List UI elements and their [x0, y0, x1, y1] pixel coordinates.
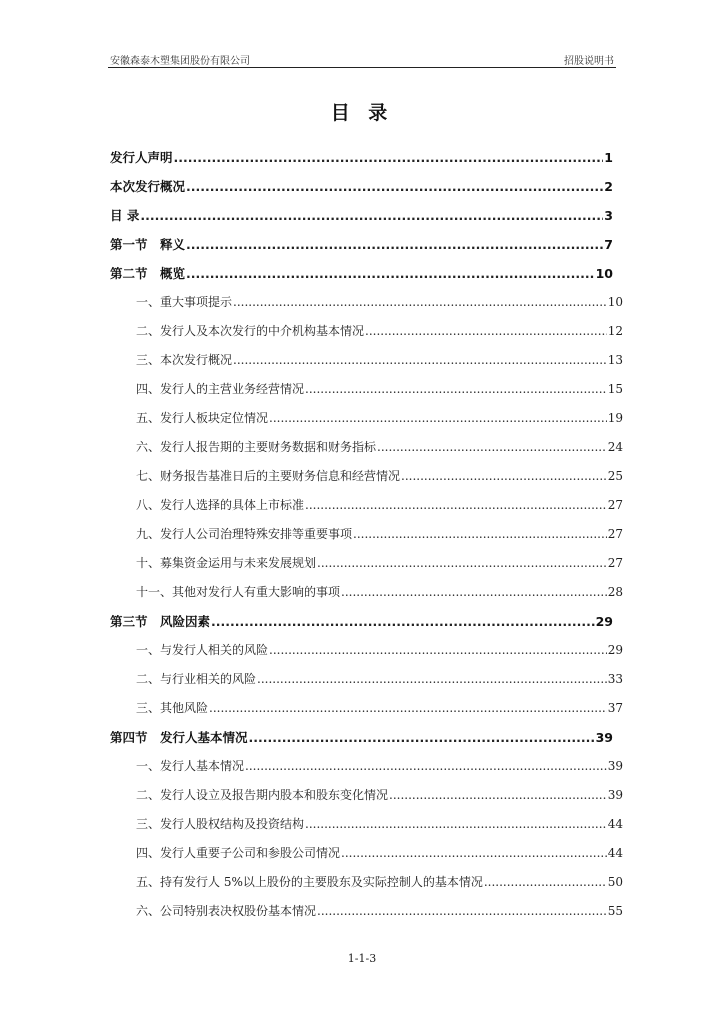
- toc-dot-leader: [353, 527, 607, 541]
- toc-entry-page-number: 13: [607, 353, 623, 367]
- toc-dot-leader: [186, 266, 595, 281]
- toc-entry-label: 二、发行人及本次发行的中介机构基本情况: [136, 324, 365, 338]
- toc-subsection-entry[interactable]: [110, 380, 623, 409]
- toc-entry-page-number: 10: [607, 295, 623, 309]
- toc-entry-label: 一、与发行人相关的风险: [136, 643, 269, 657]
- toc-subsection-entry[interactable]: [110, 815, 623, 844]
- toc-dot-leader: [233, 353, 607, 367]
- table-of-contents: [110, 148, 623, 931]
- toc-section-entry[interactable]: [110, 206, 613, 235]
- toc-entry-label: 九、发行人公司治理特殊安排等重要事项: [136, 527, 353, 541]
- toc-entry-label: 十、募集资金运用与未来发展规划: [136, 556, 317, 570]
- toc-dot-leader: [377, 440, 607, 454]
- toc-entry-label: 本次发行概况: [110, 179, 186, 194]
- toc-section-entry[interactable]: [110, 612, 613, 641]
- toc-subsection-entry[interactable]: [110, 322, 623, 351]
- toc-entry-label: 发行人声明: [110, 150, 173, 165]
- toc-subsection-entry[interactable]: [110, 554, 623, 583]
- toc-entry-page-number: 15: [607, 382, 623, 396]
- toc-entry-page-number: 19: [607, 411, 623, 425]
- toc-entry-label: 三、其他风险: [136, 701, 209, 715]
- toc-subsection-entry[interactable]: [110, 670, 623, 699]
- toc-section-entry[interactable]: [110, 728, 613, 757]
- toc-dot-leader: [305, 817, 607, 831]
- toc-entry-page-number: 25: [607, 469, 623, 483]
- toc-dot-leader: [245, 759, 607, 773]
- toc-entry-label: 八、发行人选择的具体上市标准: [136, 498, 305, 512]
- toc-entry-page-number: 28: [607, 585, 623, 599]
- toc-entry-page-number: 29: [595, 614, 613, 629]
- toc-entry-label: 四、发行人的主营业务经营情况: [136, 382, 305, 396]
- toc-subsection-entry[interactable]: [110, 757, 623, 786]
- toc-entry-label: 第一节 释义: [110, 237, 186, 252]
- toc-subsection-entry[interactable]: [110, 786, 623, 815]
- toc-subsection-entry[interactable]: [110, 525, 623, 554]
- toc-dot-leader: [186, 179, 603, 194]
- toc-dot-leader: [257, 672, 607, 686]
- toc-entry-page-number: 37: [607, 701, 623, 715]
- toc-subsection-entry[interactable]: [110, 438, 623, 467]
- toc-dot-leader: [401, 469, 607, 483]
- toc-section-entry[interactable]: [110, 177, 613, 206]
- toc-entry-label: 六、公司特别表决权股份基本情况: [136, 904, 317, 918]
- toc-entry-label: 二、发行人设立及报告期内股本和股东变化情况: [136, 788, 389, 802]
- toc-dot-leader: [186, 237, 603, 252]
- toc-dot-leader: [341, 846, 607, 860]
- toc-section-entry[interactable]: [110, 264, 613, 293]
- toc-entry-label: 五、发行人板块定位情况: [136, 411, 269, 425]
- toc-subsection-entry[interactable]: [110, 873, 623, 902]
- toc-subsection-entry[interactable]: [110, 496, 623, 525]
- toc-entry-label: 二、与行业相关的风险: [136, 672, 257, 686]
- toc-entry-page-number: 39: [607, 788, 623, 802]
- toc-subsection-entry[interactable]: [110, 293, 623, 322]
- toc-dot-leader: [209, 701, 607, 715]
- toc-subsection-entry[interactable]: [110, 641, 623, 670]
- toc-entry-page-number: 44: [607, 817, 623, 831]
- toc-dot-leader: [305, 382, 607, 396]
- toc-entry-label: 第二节 概览: [110, 266, 186, 281]
- toc-dot-leader: [211, 614, 595, 629]
- toc-entry-page-number: 39: [595, 730, 613, 745]
- toc-entry-label: 六、发行人报告期的主要财务数据和财务指标: [136, 440, 377, 454]
- toc-dot-leader: [365, 324, 607, 338]
- toc-entry-page-number: 1: [604, 150, 613, 165]
- page-number: 1-1-3: [347, 952, 377, 965]
- toc-entry-page-number: 39: [607, 759, 623, 773]
- toc-subsection-entry[interactable]: [110, 699, 623, 728]
- toc-entry-label: 三、本次发行概况: [136, 353, 233, 367]
- toc-entry-label: 一、重大事项提示: [136, 295, 233, 309]
- toc-entry-page-number: 2: [604, 179, 613, 194]
- toc-dot-leader: [305, 498, 607, 512]
- toc-dot-leader: [174, 150, 604, 165]
- toc-entry-label: 第四节 发行人基本情况: [110, 730, 248, 745]
- toc-dot-leader: [317, 904, 607, 918]
- toc-subsection-entry[interactable]: [110, 902, 623, 931]
- toc-section-entry[interactable]: [110, 148, 613, 177]
- toc-subsection-entry[interactable]: [110, 844, 623, 873]
- toc-subsection-entry[interactable]: [110, 351, 623, 380]
- toc-entry-page-number: 44: [607, 846, 623, 860]
- toc-subsection-entry[interactable]: [110, 467, 623, 496]
- header-company-name: 安徽森泰木塑集团股份有限公司: [110, 56, 250, 67]
- header-divider: [108, 67, 616, 68]
- toc-entry-label: 第三节 风险因素: [110, 614, 211, 629]
- toc-dot-leader: [140, 208, 603, 223]
- page-title: 目 录: [330, 102, 394, 124]
- toc-entry-page-number: 12: [607, 324, 623, 338]
- toc-entry-page-number: 55: [607, 904, 623, 918]
- toc-subsection-entry[interactable]: [110, 409, 623, 438]
- page-header: [108, 52, 616, 68]
- toc-dot-leader: [249, 730, 595, 745]
- toc-dot-leader: [317, 556, 607, 570]
- toc-subsection-entry[interactable]: [110, 583, 623, 612]
- toc-entry-label: 十一、其他对发行人有重大影响的事项: [136, 585, 341, 599]
- toc-entry-label: 一、发行人基本情况: [136, 759, 245, 773]
- toc-entry-label: 四、发行人重要子公司和参股公司情况: [136, 846, 341, 860]
- toc-entry-page-number: 33: [607, 672, 623, 686]
- toc-dot-leader: [389, 788, 607, 802]
- toc-entry-page-number: 50: [607, 875, 623, 889]
- toc-dot-leader: [233, 295, 607, 309]
- toc-entry-page-number: 27: [607, 498, 623, 512]
- toc-entry-page-number: 29: [607, 643, 623, 657]
- toc-dot-leader: [484, 875, 607, 889]
- toc-entry-label: 三、发行人股权结构及投资结构: [136, 817, 305, 831]
- toc-entry-page-number: 24: [607, 440, 623, 454]
- toc-entry-label: 五、持有发行人 5%以上股份的主要股东及实际控制人的基本情况: [136, 875, 483, 889]
- toc-dot-leader: [269, 643, 607, 657]
- toc-dot-leader: [269, 411, 607, 425]
- toc-entry-page-number: 10: [595, 266, 613, 281]
- toc-entry-page-number: 27: [607, 556, 623, 570]
- toc-entry-page-number: 7: [604, 237, 613, 252]
- toc-entry-label: 目 录: [110, 208, 140, 223]
- toc-section-entry[interactable]: [110, 235, 613, 264]
- header-document-type: 招股说明书: [564, 56, 614, 67]
- toc-entry-page-number: 27: [607, 527, 623, 541]
- toc-dot-leader: [341, 585, 607, 599]
- toc-entry-page-number: 3: [604, 208, 613, 223]
- toc-entry-label: 七、财务报告基准日后的主要财务信息和经营情况: [136, 469, 401, 483]
